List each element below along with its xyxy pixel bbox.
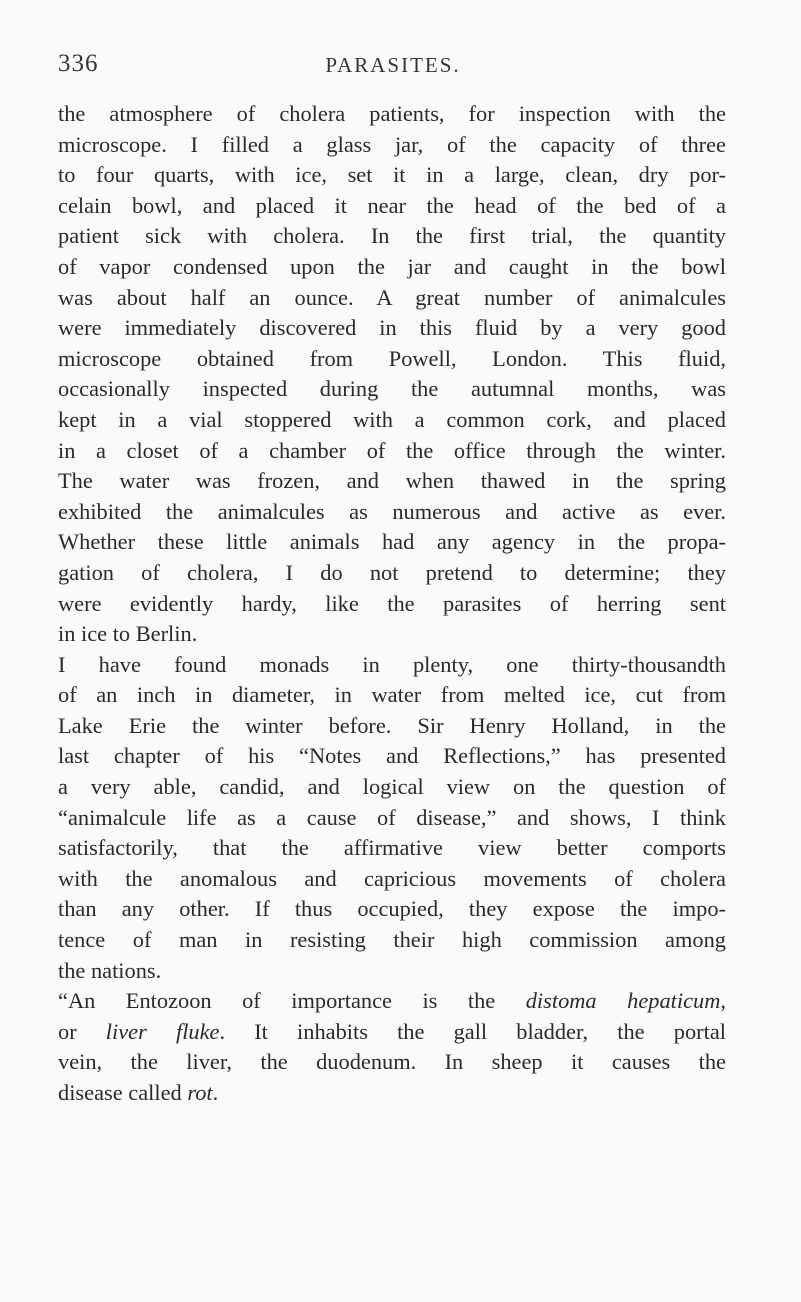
text-line: microscope obtained from Powell, London. This fluid,	[58, 345, 726, 371]
text-line: gation of cholera, I do not pretend to determine; they	[58, 559, 726, 585]
text-line: the nations.	[58, 957, 162, 983]
text-line: occasionally inspected during the autumnal months, was	[58, 376, 726, 402]
text-line: of vapor condensed upon the jar and caught in the bowl	[58, 253, 726, 279]
text-line: celain bowl, and placed it near the head of the bed of a	[58, 192, 726, 218]
text-line: were evidently hardy, like the parasites of herring sent	[58, 590, 726, 616]
text-line: The water was frozen, and when thawed in the spring	[58, 468, 726, 494]
text-run: ,	[720, 988, 726, 1014]
text-line: the atmosphere of cholera patients, for inspection with the	[58, 101, 726, 126]
page-number: 336	[58, 50, 99, 77]
text-line: a very able, candid, and logical view on the question of	[58, 774, 726, 800]
italic-term: rot	[187, 1080, 213, 1105]
text-line: in a closet of a chamber of the office through the winter.	[58, 437, 726, 463]
text-line: Lake Erie the winter before. Sir Henry Holland, in the	[58, 712, 726, 738]
text-run: .	[212, 1080, 219, 1105]
text-line: patient sick with cholera. In the first trial, the quantity	[58, 223, 726, 249]
text-line: exhibited the animalcules as numerous and active as ever.	[58, 498, 726, 524]
body-text	[58, 99, 726, 1109]
text-line	[58, 1017, 726, 1048]
text-run: “An Entozoon of importance is the	[58, 988, 526, 1014]
text-line: tence of man in resisting their high commission among	[58, 927, 726, 953]
text-line: satisfactorily, that the affirmative view better comports	[58, 835, 726, 861]
text-line	[58, 986, 726, 1017]
text-line: than any other. If thus occupied, they expose the impo-	[58, 896, 726, 922]
text-line: “animalcule life as a cause of disease,” and shows, I think	[58, 804, 726, 830]
text-line: vein, the liver, the duodenum. In sheep it causes the	[58, 1049, 726, 1075]
text-line: of an inch in diameter, in water from melted ice, cut from	[58, 682, 726, 708]
text-line: in ice to Berlin.	[58, 621, 198, 647]
text-line	[58, 1078, 726, 1109]
text-line: was about half an ounce. A great number of animalcules	[58, 284, 726, 310]
text-run: . It inhabits the gall bladder, the portal	[219, 1018, 726, 1044]
text-line: to four quarts, with ice, set it in a large, clean, dry por-	[58, 162, 726, 188]
page-header	[58, 50, 728, 86]
text-line: last chapter of his “Notes and Reflections,” has presented	[58, 743, 726, 769]
text-line: microscope. I filled a glass jar, of the capacity of three	[58, 131, 726, 157]
text-run: or	[58, 1018, 106, 1044]
text-line: with the anomalous and capricious movements of cholera	[58, 865, 726, 891]
italic-term: liver fluke	[105, 1018, 220, 1044]
text-line: kept in a vial stoppered with a common cork, and placed	[58, 406, 726, 432]
text-run: disease called	[58, 1080, 188, 1105]
italic-term: distoma hepaticum	[525, 988, 721, 1014]
text-line: were immediately discovered in this fluid by a very good	[58, 315, 726, 341]
running-title: PARASITES.	[325, 53, 461, 77]
text-line: Whether these little animals had any agency in the propa-	[58, 529, 726, 555]
text-line: I have found monads in plenty, one thirty-thousandth	[58, 651, 726, 677]
